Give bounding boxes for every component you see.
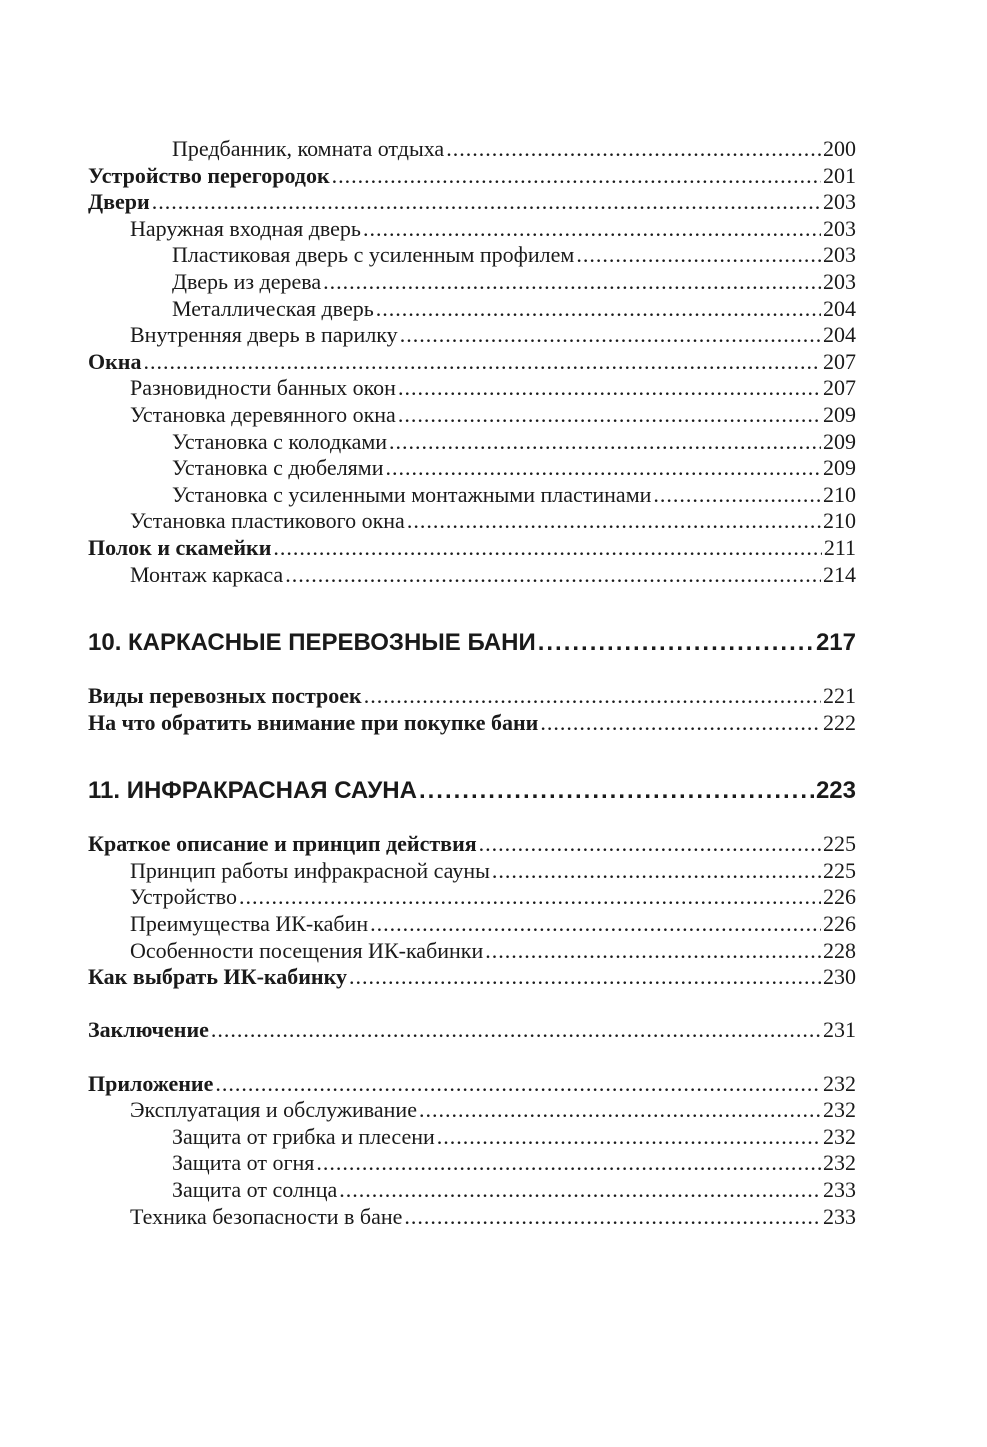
- toc-entry-title: Разновидности банных окон: [130, 375, 396, 401]
- toc-entry[interactable]: [88, 163, 856, 190]
- toc-leader-dots: [339, 1177, 821, 1204]
- toc-entry-page: 204: [823, 295, 856, 321]
- toc-entry[interactable]: [88, 1097, 856, 1124]
- toc-leader-dots: [398, 402, 821, 429]
- toc-entry-page: 207: [823, 375, 856, 401]
- toc-leader-dots: [540, 710, 821, 737]
- toc-entry[interactable]: [88, 1177, 856, 1204]
- toc-entry-page: 222: [823, 709, 856, 735]
- toc-entry[interactable]: [88, 710, 856, 737]
- toc-entry-title: Дверь из дерева: [172, 268, 322, 294]
- toc-entry-page: 209: [823, 428, 856, 454]
- toc-entry-page: 232: [823, 1150, 856, 1176]
- toc-entry-page: 232: [823, 1123, 856, 1149]
- toc-entry-title: Установка пластикового окна: [130, 508, 405, 534]
- toc-entry-conclusion[interactable]: [88, 1017, 856, 1044]
- chapter-title: 10. КАРКАСНЫЕ ПЕРЕВОЗНЫЕ БАНИ: [88, 629, 536, 657]
- toc-entry-title: Монтаж каркаса: [130, 561, 284, 587]
- toc-leader-dots: [419, 776, 814, 806]
- toc-entry-page: 211: [823, 534, 856, 560]
- toc-entry-title: Как выбрать ИК-кабинку: [88, 964, 347, 990]
- toc-entry-page: 200: [823, 136, 856, 161]
- toc-entry[interactable]: [88, 375, 856, 402]
- toc-entry-title: Принцип работы инфракрасной сауны: [130, 857, 490, 883]
- toc-leader-dots: [576, 242, 821, 269]
- toc-entry[interactable]: [88, 535, 856, 562]
- toc-entry[interactable]: [88, 683, 856, 710]
- toc-leader-dots: [437, 1124, 821, 1151]
- toc-entry[interactable]: [88, 1124, 856, 1151]
- toc-entry-page: 221: [823, 683, 856, 709]
- toc-entry-page: 226: [823, 884, 856, 910]
- toc-entry-title: Наружная входная дверь: [130, 215, 361, 241]
- toc-entry-page: 203: [823, 242, 856, 268]
- toc-entry-title: Установка деревянного окна: [130, 401, 396, 427]
- toc-entry[interactable]: [88, 911, 856, 938]
- toc-entry-page: 233: [823, 1203, 856, 1229]
- toc-leader-dots: [653, 482, 821, 509]
- toc-leader-dots: [479, 831, 821, 858]
- toc-entry-page: 204: [823, 322, 856, 348]
- toc-leader-dots: [285, 562, 821, 589]
- toc-entry[interactable]: [88, 482, 856, 509]
- toc-leader-dots: [398, 375, 821, 402]
- toc-leader-dots: [385, 455, 821, 482]
- toc-entry[interactable]: [88, 964, 856, 991]
- toc-entry-page: 233: [823, 1177, 856, 1202]
- chapter-page: 217: [815, 629, 856, 657]
- toc-entry-title: Окна: [88, 348, 142, 374]
- toc-leader-dots: [376, 296, 821, 323]
- appendix-entries: [88, 1071, 856, 1231]
- toc-entry-title: Эксплуатация и обслуживание: [130, 1097, 417, 1123]
- toc-entry-title: Устройство перегородок: [88, 162, 330, 188]
- toc-leader-dots: [152, 189, 821, 216]
- toc-entry-page: 214: [823, 561, 856, 587]
- toc-entry-title: Техника безопасности в бане: [130, 1203, 403, 1229]
- toc-entry-title: На что обратить внимание при покупке бани: [88, 709, 539, 735]
- toc-leader-dots: [407, 508, 821, 535]
- toc-entry-page: 226: [823, 911, 856, 937]
- toc-entry-title: Установка с усиленными монтажными пластинами: [172, 481, 652, 507]
- chapter-11-entries: [88, 831, 856, 991]
- toc-entry[interactable]: [88, 349, 856, 376]
- toc-leader-dots: [332, 163, 821, 190]
- toc-leader-dots: [389, 429, 821, 456]
- toc-entry[interactable]: [88, 858, 856, 885]
- toc-entry[interactable]: [88, 429, 856, 456]
- toc-leader-dots: [492, 858, 821, 885]
- toc-section-list: [88, 136, 856, 588]
- toc-entry-page: 230: [823, 964, 856, 990]
- toc-entry-title: Металлическая дверь: [172, 295, 374, 321]
- toc-entry-title: Предбанник, комната отдыха: [172, 136, 445, 161]
- chapter-title: 11. ИНФРАКРАСНАЯ САУНА: [88, 777, 417, 805]
- toc-leader-dots: [273, 535, 821, 562]
- toc-leader-dots: [485, 938, 821, 965]
- toc-entry[interactable]: [88, 402, 856, 429]
- toc-entry-title: Двери: [88, 189, 150, 215]
- toc-entry[interactable]: [88, 938, 856, 965]
- toc-leader-dots: [143, 349, 821, 376]
- toc-entry-title: Приложение: [88, 1070, 214, 1096]
- toc-entry-title: Преимущества ИК-кабин: [130, 911, 369, 937]
- toc-entry-title: Краткое описание и принцип действия: [88, 831, 477, 857]
- toc-entry-title: Внутренняя дверь в парилку: [130, 322, 398, 348]
- toc-entry-page: 209: [823, 401, 856, 427]
- toc-leader-dots: [349, 964, 821, 991]
- toc-entry-page: 225: [823, 857, 856, 883]
- chapter-10-heading[interactable]: [88, 628, 856, 658]
- toc-entry[interactable]: [88, 1071, 856, 1098]
- chapter-page: 223: [815, 777, 856, 805]
- toc-leader-dots: [446, 136, 821, 163]
- toc-entry[interactable]: [88, 508, 856, 535]
- toc-entry[interactable]: [88, 884, 856, 911]
- toc-entry-page: 203: [823, 189, 856, 215]
- toc-leader-dots: [316, 1150, 821, 1177]
- toc-entry-title: Установка с дюбелями: [172, 455, 384, 481]
- toc-entry-title: Особенности посещения ИК-кабинки: [130, 937, 484, 963]
- toc-entry-title: Защита от солнца: [172, 1177, 338, 1202]
- toc-entry[interactable]: [88, 216, 856, 243]
- toc-entry-title: Защита от грибка и плесени: [172, 1123, 435, 1149]
- toc-entry-page: 207: [823, 348, 856, 374]
- toc-leader-dots: [370, 911, 821, 938]
- toc-entry[interactable]: [88, 1204, 856, 1231]
- toc-leader-dots: [239, 884, 821, 911]
- toc-page: [88, 136, 856, 1230]
- toc-entry-page: 209: [823, 455, 856, 481]
- toc-leader-dots: [363, 216, 821, 243]
- toc-leader-dots: [215, 1071, 821, 1098]
- toc-entry-page: 225: [823, 831, 856, 857]
- toc-entry-page: 210: [823, 508, 856, 534]
- toc-leader-dots: [419, 1097, 821, 1124]
- toc-entry[interactable]: [88, 562, 856, 589]
- toc-entry[interactable]: [88, 189, 856, 216]
- toc-entry-title: Пластиковая дверь с усиленным профилем: [172, 242, 575, 268]
- toc-leader-dots: [211, 1017, 821, 1044]
- toc-leader-dots: [364, 683, 821, 710]
- toc-entry[interactable]: [88, 455, 856, 482]
- toc-entry[interactable]: [88, 1150, 856, 1177]
- toc-entry-page: 201: [823, 162, 856, 188]
- toc-entry-page: 232: [823, 1097, 856, 1123]
- toc-entry-page: 210: [823, 481, 856, 507]
- toc-entry-title: Установка с колодками: [172, 428, 388, 454]
- toc-entry-page: 203: [823, 268, 856, 294]
- toc-entry-page: 228: [823, 937, 856, 963]
- chapter-11-heading[interactable]: [88, 776, 856, 806]
- toc-entry-page: 203: [823, 215, 856, 241]
- toc-entry-title: Виды перевозных построек: [88, 683, 362, 709]
- toc-entry-title: Устройство: [130, 884, 237, 910]
- toc-entry[interactable]: [88, 831, 856, 858]
- toc-entry-title: Защита от огня: [172, 1150, 315, 1176]
- toc-entry-page: 231: [823, 1017, 856, 1043]
- toc-entry[interactable]: [88, 136, 856, 163]
- toc-entry[interactable]: [88, 242, 856, 269]
- toc-entry-title: Заключение: [88, 1017, 209, 1043]
- toc-leader-dots: [400, 322, 821, 349]
- chapter-10-entries: [88, 683, 856, 736]
- toc-entry-page: 232: [823, 1070, 856, 1096]
- toc-leader-dots: [404, 1204, 821, 1231]
- toc-entry-title: Полок и скамейки: [88, 534, 272, 560]
- toc-entry[interactable]: [88, 296, 856, 323]
- toc-leader-dots: [538, 628, 814, 658]
- toc-entry[interactable]: [88, 269, 856, 296]
- toc-leader-dots: [323, 269, 821, 296]
- toc-entry[interactable]: [88, 322, 856, 349]
